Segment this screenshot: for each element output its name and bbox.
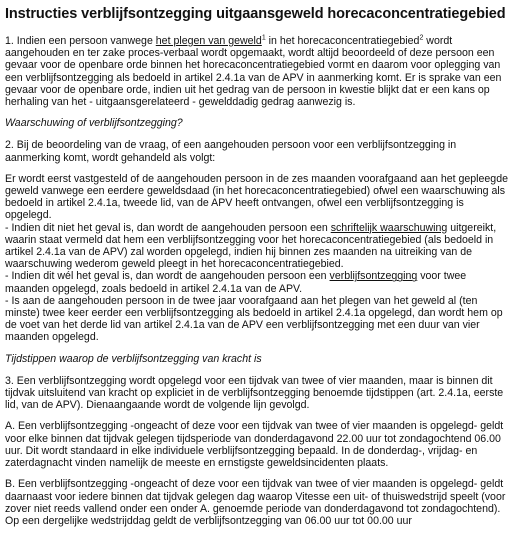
underlined-phrase-geweld: het plegen van geweld [155,35,262,47]
underlined-phrase-ban: verblijfsontzegging [329,270,418,283]
bullet-1-text-a: - Indien dit niet het geval is, dan wordt de aangehouden persoon een [5,221,331,234]
paragraph-a: A. Een verblijfsontzegging -ongeacht of deze voor een tijdvak van twee of vier maanden is opgelegd- geldt voor elke binnen dat tijdvak gelegen tijdsperiode van donderdagavond 22.00 uur tot zondagochtend 06.00 uur. Dit wordt standaard in elke individuele verblijfsontzegging bepaald. In de donderdag-, vrijdag- en zaterdagnacht vinden namelijk de meeste en ernstigste geweldsincidenten plaats. [5,420,504,470]
document-title: Instructies verblijfsontzegging uitgaansgeweld horecaconcentratiegebied [5,6,506,22]
paragraph-b: B. Een verblijfsontzegging -ongeacht of deze voor een tijdvak van twee of vier maanden is opgelegd- geldt daarnaast voor iedere binnen dat tijdvak gelegen dag waarop Vitesse een uit- of thuiswedstrijd speelt (voor zover niet reeds vallend onder een onder A. genoemde periode van donderdagavond tot zondagochtend). Op een dergelijke wedstrijddag geldt de verblijfsontzegging van 06.00 uur tot 00.00 uur [5,478,506,527]
bullet-2 [5,270,513,294]
paragraph-1-text-a: 1. Indien een persoon vanwege [5,35,156,47]
paragraph-1-text-b: in het horecaconcentratiegebied [265,35,420,47]
bullet-3: - Is aan de aangehouden persoon in de twee jaar voorafgaand aan het plegen van het geweld al (ten minste) twee keer eerder een verblijfsontzegging als bedoeld in artikel 2.4.1a opgelegd, dan wordt hem op de voet van het derde lid van artikel 2.4.1a van de APV een verblijfsontzegging met een duur van vier maanden opgelegd. [5,294,503,344]
paragraph-3: Er wordt eerst vastgesteld of de aangehouden persoon in de zes maanden voorafgaand aan het gepleegde geweld vanwege een eerdere geweldsdaad (in het horecaconcentratiegebied) ofwel een waarschuwing als bedoeld in artikel 2.4.1a, tweede lid, van de APV heeft ontvangen, ofwel een verblijfsontzegging is opgelegd. [5,172,508,222]
paragraph-1-text-c: wordt aangehouden en ter zake proces-verbaal wordt opgemaakt, wordt altijd beoordeeld of deze persoon een gevaar voor de openbare orde binnen het horecaconcentratiegebied vormt en daarom voor oplegging van een verblijfsontzegging als bedoeld in artikel 2.4.1a van de APV in aanmerking komt. Er is sprake van een gevaar voor de openbare orde, indien uit het gedrag van de persoon in kwestie blijkt dat er een kans op herhaling van het - uitgaansgerelateerd - gewelddadig gedrag aanwezig is. [5,35,502,109]
paragraph-4: 3. Een verblijfsontzegging wordt opgelegd voor een tijdvak van twee of vier maanden, maar is binnen dit tijdvak uitsluitend van kracht op expliciet in de verblijfsontzegging benoemde tijdstippen (art. 2.4.1a, eerste lid, van de APV). Dienaangaande wordt de volgende lijn gevolgd. [5,374,504,412]
footnote-ref-1: 1 [261,34,266,42]
bullet-1-text-b: uitgereikt, waarin staat vermeld dat hem een verblijfsontzegging voor het horecaconcentratiegebied (als bedoeld in artikel 2.4.1a van de APV) zal worden opgelegd, indien hij binnen zes maanden na uitreiking van de waarschuwing wederom geweld pleegt in het horecaconcentratiegebied. [5,221,497,271]
heading-warning-or-ban: Waarschuwing of verblijfsontzegging? [5,117,183,130]
bullet-1 [5,222,513,271]
paragraph-1 [5,35,513,108]
bullet-2-text-b: voor twee maanden opgelegd, zoals bedoeld in artikel 2.4.1a van de APV. [5,270,467,295]
heading-times: Tijdstippen waarop de verblijfsontzegging van kracht is [5,352,262,365]
footnote-ref-2: 2 [419,34,424,42]
bullet-2-text-a: - Indien dit wél het geval is, dan wordt de aangehouden persoon een [5,270,330,283]
paragraph-2: 2. Bij de beoordeling van de vraag, of een aangehouden persoon voor een verblijfsontzegging in aanmerking komt, wordt gehandeld als volgt: [5,139,457,164]
underlined-phrase-written-warning: schriftelijk waarschuwing [330,221,448,234]
